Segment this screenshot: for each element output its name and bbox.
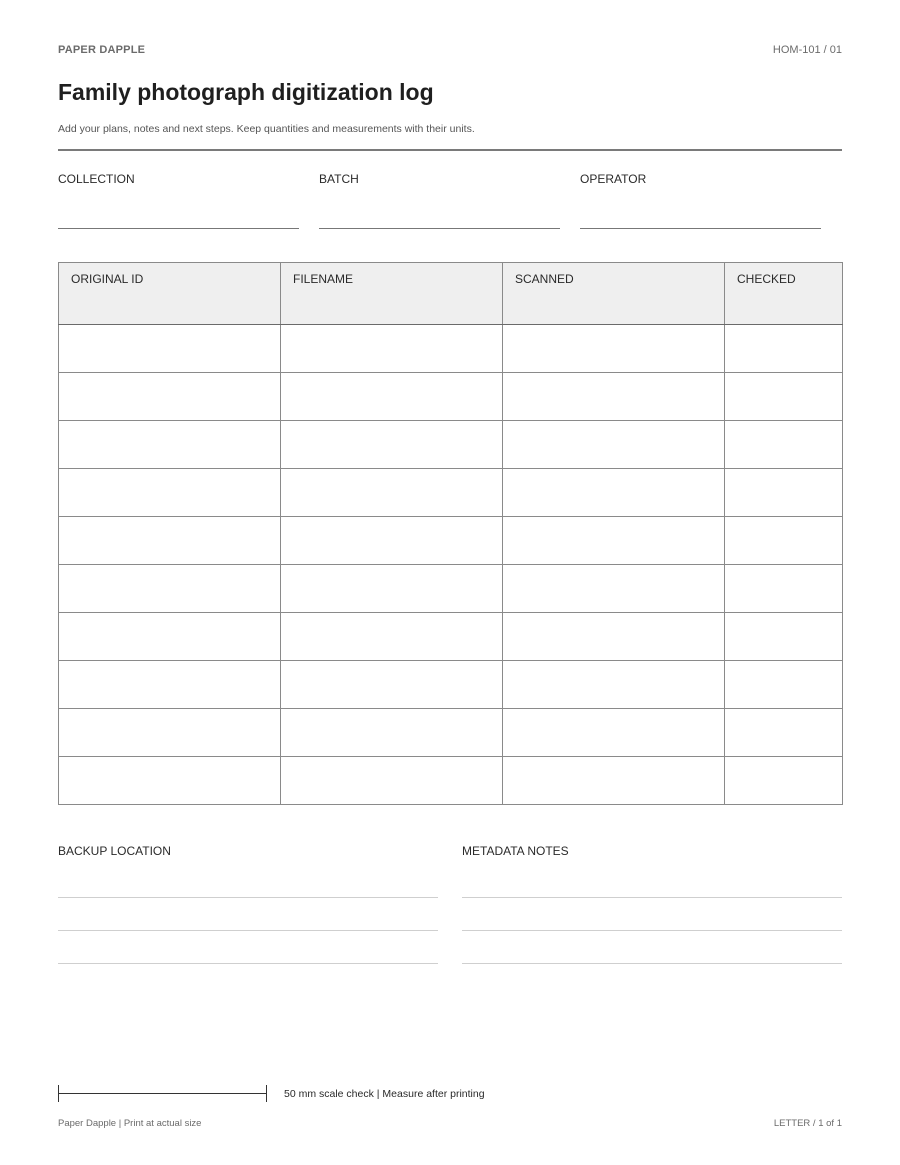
original-id-cell[interactable]: [59, 757, 281, 805]
column-header-filename: FILENAME: [281, 263, 503, 325]
brand-name: PAPER DAPPLE: [58, 44, 146, 56]
filename-cell[interactable]: [281, 757, 503, 805]
collection-label: COLLECTION: [58, 172, 135, 186]
backup-location-section: [58, 844, 438, 858]
checked-cell[interactable]: [725, 709, 843, 757]
filename-cell[interactable]: [281, 373, 503, 421]
filename-cell[interactable]: [281, 469, 503, 517]
checked-cell[interactable]: [725, 325, 843, 373]
metadata-notes-label: METADATA NOTES: [462, 844, 569, 858]
checked-cell[interactable]: [725, 613, 843, 661]
table-row: [59, 661, 843, 709]
table-row: [59, 757, 843, 805]
original-id-cell[interactable]: [59, 325, 281, 373]
operator-label: OPERATOR: [580, 172, 647, 186]
checked-cell[interactable]: [725, 421, 843, 469]
scale-bar-right-tick: [266, 1085, 267, 1102]
original-id-cell[interactable]: [59, 421, 281, 469]
original-id-cell[interactable]: [59, 565, 281, 613]
scale-bar-line: [58, 1093, 267, 1094]
table-row: [59, 613, 843, 661]
filename-cell[interactable]: [281, 565, 503, 613]
checked-cell[interactable]: [725, 373, 843, 421]
page-subtitle: Add your plans, notes and next steps. Keep quantities and measurements with their units.: [58, 123, 475, 135]
backup-location-line[interactable]: [58, 897, 438, 898]
scanned-cell[interactable]: [503, 565, 725, 613]
checked-cell[interactable]: [725, 469, 843, 517]
header-divider: [58, 149, 842, 151]
backup-location-label: BACKUP LOCATION: [58, 844, 171, 858]
original-id-cell[interactable]: [59, 373, 281, 421]
table-row: [59, 565, 843, 613]
metadata-notes-section: [462, 844, 842, 858]
document-code: HOM-101 / 01: [772, 44, 842, 56]
table-row: [59, 325, 843, 373]
table-row: [59, 469, 843, 517]
filename-cell[interactable]: [281, 709, 503, 757]
table-header-row: [59, 263, 843, 325]
filename-cell[interactable]: [281, 661, 503, 709]
backup-location-line[interactable]: [58, 963, 438, 964]
operator-write-line[interactable]: [580, 228, 821, 229]
footer-note: Paper Dapple | Print at actual size: [58, 1118, 202, 1129]
table-row: [59, 517, 843, 565]
column-header-checked: CHECKED: [725, 263, 843, 325]
original-id-cell[interactable]: [59, 709, 281, 757]
scanned-cell[interactable]: [503, 325, 725, 373]
scanned-cell[interactable]: [503, 757, 725, 805]
batch-write-line[interactable]: [319, 228, 560, 229]
page-title: Family photograph digitization log: [58, 79, 434, 105]
scanned-cell[interactable]: [503, 373, 725, 421]
backup-location-line[interactable]: [58, 930, 438, 931]
checked-cell[interactable]: [725, 565, 843, 613]
scanned-cell[interactable]: [503, 709, 725, 757]
metadata-notes-line[interactable]: [462, 963, 842, 964]
digitization-log-table: [58, 262, 843, 805]
checked-cell[interactable]: [725, 757, 843, 805]
original-id-cell[interactable]: [59, 517, 281, 565]
scanned-cell[interactable]: [503, 613, 725, 661]
filename-cell[interactable]: [281, 613, 503, 661]
scanned-cell[interactable]: [503, 517, 725, 565]
filename-cell[interactable]: [281, 421, 503, 469]
batch-label: BATCH: [319, 172, 359, 186]
collection-field[interactable]: [58, 172, 299, 186]
table-body: [59, 325, 843, 805]
original-id-cell[interactable]: [59, 661, 281, 709]
batch-field[interactable]: [319, 172, 560, 186]
metadata-notes-line[interactable]: [462, 897, 842, 898]
metadata-notes-line[interactable]: [462, 930, 842, 931]
filename-cell[interactable]: [281, 325, 503, 373]
scanned-cell[interactable]: [503, 661, 725, 709]
column-header-original-id: ORIGINAL ID: [59, 263, 281, 325]
table-row: [59, 421, 843, 469]
original-id-cell[interactable]: [59, 613, 281, 661]
checked-cell[interactable]: [725, 517, 843, 565]
operator-field[interactable]: [580, 172, 821, 186]
checked-cell[interactable]: [725, 661, 843, 709]
table-row: [59, 709, 843, 757]
filename-cell[interactable]: [281, 517, 503, 565]
column-header-scanned: SCANNED: [503, 263, 725, 325]
table-row: [59, 373, 843, 421]
scanned-cell[interactable]: [503, 421, 725, 469]
page-indicator: LETTER / 1 of 1: [773, 1118, 842, 1129]
collection-write-line[interactable]: [58, 228, 299, 229]
scanned-cell[interactable]: [503, 469, 725, 517]
scale-check-bar: [58, 1085, 267, 1102]
scale-check-text: 50 mm scale check | Measure after printing: [284, 1088, 485, 1100]
original-id-cell[interactable]: [59, 469, 281, 517]
